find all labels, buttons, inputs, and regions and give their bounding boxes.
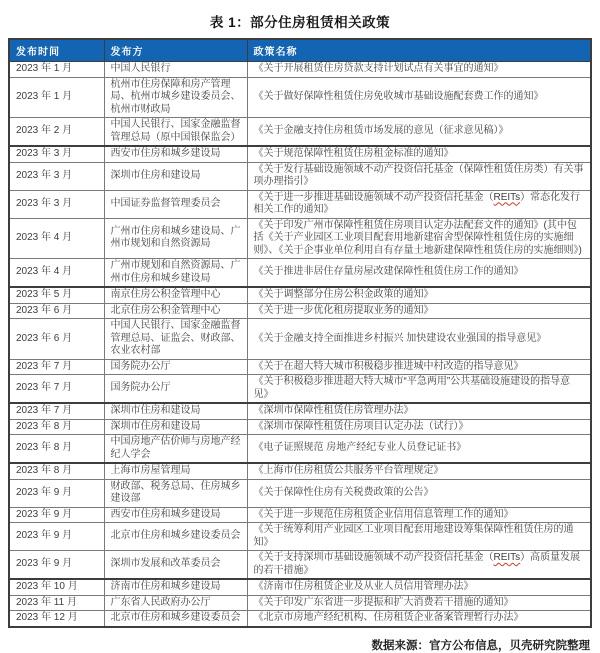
date-cell: 2023 年 1 月 — [9, 62, 104, 78]
issuer-cell: 北京市住房和城乡建设委员会 — [104, 523, 247, 551]
table-row — [9, 579, 591, 595]
issuer-cell: 上海市房屋管理局 — [104, 463, 247, 479]
issuer-cell: 西安市住房和城乡建设局 — [104, 146, 247, 162]
table-title: 表 1：部分住房租赁相关政策 — [209, 15, 391, 30]
date-cell: 2023 年 9 月 — [9, 523, 104, 551]
date-cell: 2023 年 8 月 — [9, 419, 104, 435]
date-cell: 2023 年 4 月 — [9, 218, 104, 259]
issuer-cell: 国务院办公厅 — [104, 375, 247, 404]
date-cell: 2023 年 10 月 — [9, 579, 104, 595]
issuer-cell: 北京住房公积金管理中心 — [104, 303, 247, 319]
issuer-cell: 中国人民银行、国家金融监督管理总局、证监会、财政部、农业农村部 — [104, 319, 247, 360]
policy-cell: 《电子证照规范 房地产经纪专业人员登记证书》 — [247, 435, 591, 464]
issuer-cell: 中国房地产估价师与房地产经纪人学会 — [104, 435, 247, 464]
issuer-cell: 济南市住房和城乡建设局 — [104, 579, 247, 595]
policy-cell: 《关于支持深圳市基础设施领域不动产投资信托基金（REITs）高质量发展的若干措施》 — [247, 551, 591, 580]
date-cell: 2023 年 1 月 — [9, 77, 104, 118]
policy-table — [8, 38, 592, 628]
table-row — [9, 479, 591, 507]
issuer-cell: 北京市住房和城乡建设委员会 — [104, 611, 247, 627]
policy-cell: 《关于进一步优化租房提取业务的通知》 — [247, 303, 591, 319]
issuer-cell: 深圳市住房和建设局 — [104, 162, 247, 190]
date-cell: 2023 年 8 月 — [9, 435, 104, 464]
data-source-note: 数据来源：官方公布信息，贝壳研究院整理 — [371, 639, 590, 652]
table-row — [9, 435, 591, 464]
issuer-cell: 西安市住房和城乡建设局 — [104, 507, 247, 523]
header-row — [9, 39, 591, 62]
table-row — [9, 551, 591, 580]
date-cell: 2023 年 11 月 — [9, 595, 104, 611]
policy-cell: 《关于保障性住房有关税费政策的公告》 — [247, 479, 591, 507]
table-row — [9, 118, 591, 147]
issuer-cell: 深圳市住房和建设局 — [104, 403, 247, 419]
date-cell: 2023 年 3 月 — [9, 162, 104, 190]
spellcheck-underline: REITs — [493, 191, 521, 203]
policy-cell: 《关于印发广东省进一步提振和扩大消费若干措施的通知》 — [247, 595, 591, 611]
table-row — [9, 259, 591, 288]
table-row — [9, 403, 591, 419]
issuer-cell: 国务院办公厅 — [104, 359, 247, 375]
spellcheck-underline: REITs — [493, 552, 521, 563]
policy-cell: 《关于推进非居住存量房屋改建保障性租赁住房工作的通知》 — [247, 259, 591, 288]
date-cell: 2023 年 12 月 — [9, 611, 104, 627]
issuer-cell: 广东省人民政府办公厅 — [104, 595, 247, 611]
policy-cell: 《上海市住房租赁公共服务平台管理规定》 — [247, 463, 591, 479]
policy-cell: 《关于印发广州市保障性租赁住房项目认定办法配套文件的通知》(其中包括《关于产业园区工业项目配套用地新建宿舍型保障性租赁住房的实施细则》、《关于企事业单位利用自有存量土地新建保障性租赁住房的实施细则》) — [247, 218, 591, 259]
table-row — [9, 463, 591, 479]
date-cell: 2023 年 7 月 — [9, 375, 104, 404]
issuer-cell: 中国人民银行、国家金融监督管理总局（原中国银保监会） — [104, 118, 247, 147]
date-cell: 2023 年 3 月 — [9, 146, 104, 162]
issuer-cell: 广州市规划和自然资源局、广州市住房和城乡建设局 — [104, 259, 247, 288]
policy-cell: 《北京市房地产经纪机构、住房租赁企业备案管理暂行办法》 — [247, 611, 591, 627]
date-cell: 2023 年 9 月 — [9, 507, 104, 523]
issuer-cell: 南京住房公积金管理中心 — [104, 287, 247, 303]
table-row — [9, 162, 591, 190]
policy-cell: 《关于统筹利用产业园区工业项目配套用地建设筹集保障性租赁住房的通知》 — [247, 523, 591, 551]
table-body — [9, 62, 591, 627]
date-cell: 2023 年 5 月 — [9, 287, 104, 303]
table-row — [9, 287, 591, 303]
date-cell: 2023 年 2 月 — [9, 118, 104, 147]
policy-cell: 《深圳市保障性租赁住房项目认定办法（试行）》 — [247, 419, 591, 435]
policy-cell: 《关于规范保障性租赁住房租金标准的通知》 — [247, 146, 591, 162]
date-cell: 2023 年 7 月 — [9, 359, 104, 375]
table-row — [9, 359, 591, 375]
issuer-cell: 广州市住房和城乡建设局、广州市规划和自然资源局 — [104, 218, 247, 259]
date-cell: 2023 年 6 月 — [9, 303, 104, 319]
date-cell: 2023 年 9 月 — [9, 551, 104, 580]
date-cell: 2023 年 4 月 — [9, 259, 104, 288]
table-row — [9, 595, 591, 611]
policy-cell: 《关于积极稳步推进超大特大城市“平急两用”公共基础设施建设的指导意见》 — [247, 375, 591, 404]
policy-cell: 《关于进一步规范住房租赁企业信用信息管理工作的通知》 — [247, 507, 591, 523]
column-header-publish-date: 发布时间 — [9, 39, 104, 62]
table-row — [9, 303, 591, 319]
table-row — [9, 507, 591, 523]
table-row — [9, 62, 591, 78]
policy-cell: 《关于金融支持住房租赁市场发展的意见（征求意见稿）》 — [247, 118, 591, 147]
column-header-issuer: 发布方 — [104, 39, 247, 62]
table-row — [9, 419, 591, 435]
policy-cell: 《关于进一步推进基础设施领域不动产投资信托基金（REITs）常态化发行相关工作的通知》 — [247, 190, 591, 218]
date-cell: 2023 年 7 月 — [9, 403, 104, 419]
date-cell: 2023 年 8 月 — [9, 463, 104, 479]
table-row — [9, 523, 591, 551]
policy-cell: 《关于开展租赁住房贷款支持计划试点有关事宜的通知》 — [247, 62, 591, 78]
issuer-cell: 中国证券监督管理委员会 — [104, 190, 247, 218]
issuer-cell: 中国人民银行 — [104, 62, 247, 78]
policy-cell: 《关于发行基础设施领域不动产投资信托基金（保障性租赁住房类）有关事项办理指引》 — [247, 162, 591, 190]
policy-cell: 《关于在超大特大城市积极稳步推进城中村改造的指导意见》 — [247, 359, 591, 375]
column-header-policy-name: 政策名称 — [247, 39, 591, 62]
issuer-cell: 深圳市发展和改革委员会 — [104, 551, 247, 580]
date-cell: 2023 年 9 月 — [9, 479, 104, 507]
issuer-cell: 深圳市住房和建设局 — [104, 419, 247, 435]
table-row — [9, 319, 591, 360]
table-row — [9, 218, 591, 259]
table-row — [9, 190, 591, 218]
table-row — [9, 77, 591, 118]
policy-cell: 《济南市住房租赁企业及从业人员信用管理办法》 — [247, 579, 591, 595]
policy-cell: 《关于调整部分住房公积金政策的通知》 — [247, 287, 591, 303]
issuer-cell: 财政部、税务总局、住房城乡建设部 — [104, 479, 247, 507]
issuer-cell: 杭州市住房保障和房产管理局、杭州市城乡建设委员会、杭州市财政局 — [104, 77, 247, 118]
date-cell: 2023 年 3 月 — [9, 190, 104, 218]
table-row — [9, 611, 591, 627]
policy-cell: 《深圳市保障性租赁住房管理办法》 — [247, 403, 591, 419]
policy-cell: 《关于做好保障性租赁住房免收城市基础设施配套费工作的通知》 — [247, 77, 591, 118]
date-cell: 2023 年 6 月 — [9, 319, 104, 360]
table-row — [9, 375, 591, 404]
table-row — [9, 146, 591, 162]
policy-cell: 《关于金融支持全面推进乡村振兴 加快建设农业强国的指导意见》 — [247, 319, 591, 360]
